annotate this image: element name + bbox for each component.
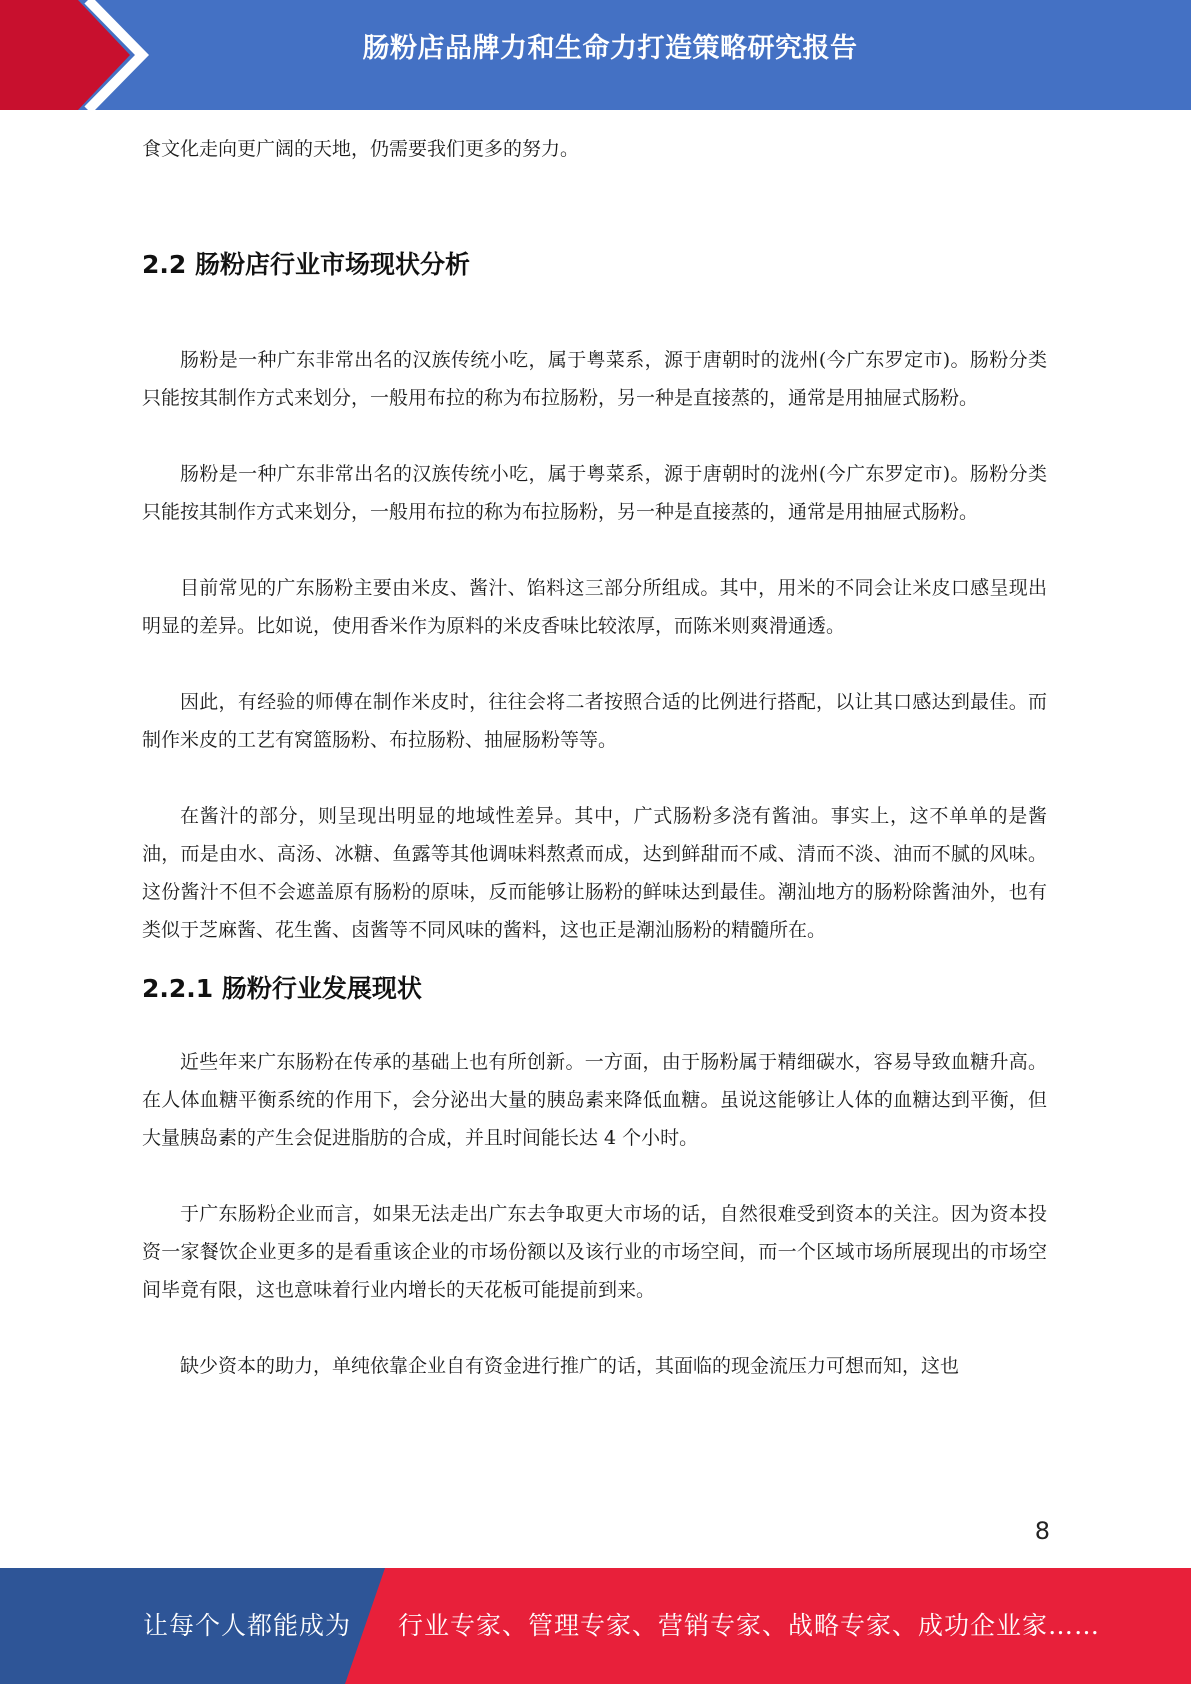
page-header	[0, 0, 1191, 110]
intro-paragraph: 食文化走向更广阔的天地，仍需要我们更多的努力。	[142, 138, 580, 160]
section-2-2-heading: 2.2 肠粉店行业市场现状分析	[142, 250, 470, 279]
paragraph-6: 近些年来广东肠粉在传承的基础上也有所创新。一方面，由于肠粉属于精细碳水，容易导致血糖升高。在人体血糖平衡系统的作用下，会分泌出大量的胰岛素来降低血糖。虽说这能够让人体的血糖达到平衡，但大量胰岛素的产生会促进脂肪的合成，并且时间能长达 4 个小时。	[142, 1051, 1047, 1149]
paragraph-5: 在酱汁的部分，则呈现出明显的地域性差异。其中，广式肠粉多浇有酱油。事实上，这不单单的是酱油，而是由水、高汤、冰糖、鱼露等其他调味料熬煮而成，达到鲜甜而不咸、清而不淡、油而不腻的风味。这份酱汁不但不会遮盖原有肠粉的原味，反而能够让肠粉的鲜味达到最佳。潮汕地方的肠粉除酱油外，也有类似于芝麻酱、花生酱、卤酱等不同风味的酱料，这也正是潮汕肠粉的精髓所在。	[142, 805, 1047, 941]
section-2-2-1-heading: 2.2.1 肠粉行业发展现状	[142, 974, 422, 1003]
paragraph-7: 于广东肠粉企业而言，如果无法走出广东去争取更大市场的话，自然很难受到资本的关注。因为资本投资一家餐饮企业更多的是看重该企业的市场份额以及该行业的市场空间，而一个区域市场所展现出的市场空间毕竟有限，这也意味着行业内增长的天花板可能提前到来。	[142, 1203, 1047, 1301]
header-arrow-decoration	[0, 0, 160, 110]
paragraph-8: 缺少资本的助力，单纯依靠企业自有资金进行推广的话，其面临的现金流压力可想而知，这也	[180, 1355, 960, 1377]
page-content	[142, 130, 1047, 1385]
footer-slogan-right: 行业专家、管理专家、营销专家、战略专家、成功企业家……	[398, 1611, 1101, 1640]
paragraph-4: 因此，有经验的师傅在制作米皮时，往往会将二者按照合适的比例进行搭配，以让其口感达到最佳。而制作米皮的工艺有窝篮肠粉、布拉肠粉、抽屉肠粉等等。	[142, 691, 1047, 751]
footer-slogan-left: 让每个人都能成为	[143, 1611, 352, 1640]
paragraph-2: 肠粉是一种广东非常出名的汉族传统小吃，属于粤菜系，源于唐朝时的泷州(今广东罗定市)。肠粉分类只能按其制作方式来划分，一般用布拉的称为布拉肠粉，另一种是直接蒸的，通常是用抽屉式肠粉。	[142, 463, 1047, 523]
paragraph-3: 目前常见的广东肠粉主要由米皮、酱汁、馅料这三部分所组成。其中，用米的不同会让米皮口感呈现出明显的差异。比如说，使用香米作为原料的米皮香味比较浓厚，而陈米则爽滑通透。	[142, 577, 1047, 637]
report-title: 肠粉店品牌力和生命力打造策略研究报告	[362, 33, 858, 64]
page-footer	[0, 1568, 1191, 1684]
page-number: 8	[1034, 1517, 1050, 1545]
paragraph-1: 肠粉是一种广东非常出名的汉族传统小吃，属于粤菜系，源于唐朝时的泷州(今广东罗定市)。肠粉分类只能按其制作方式来划分，一般用布拉的称为布拉肠粉，另一种是直接蒸的，通常是用抽屉式肠粉。	[142, 349, 1047, 409]
